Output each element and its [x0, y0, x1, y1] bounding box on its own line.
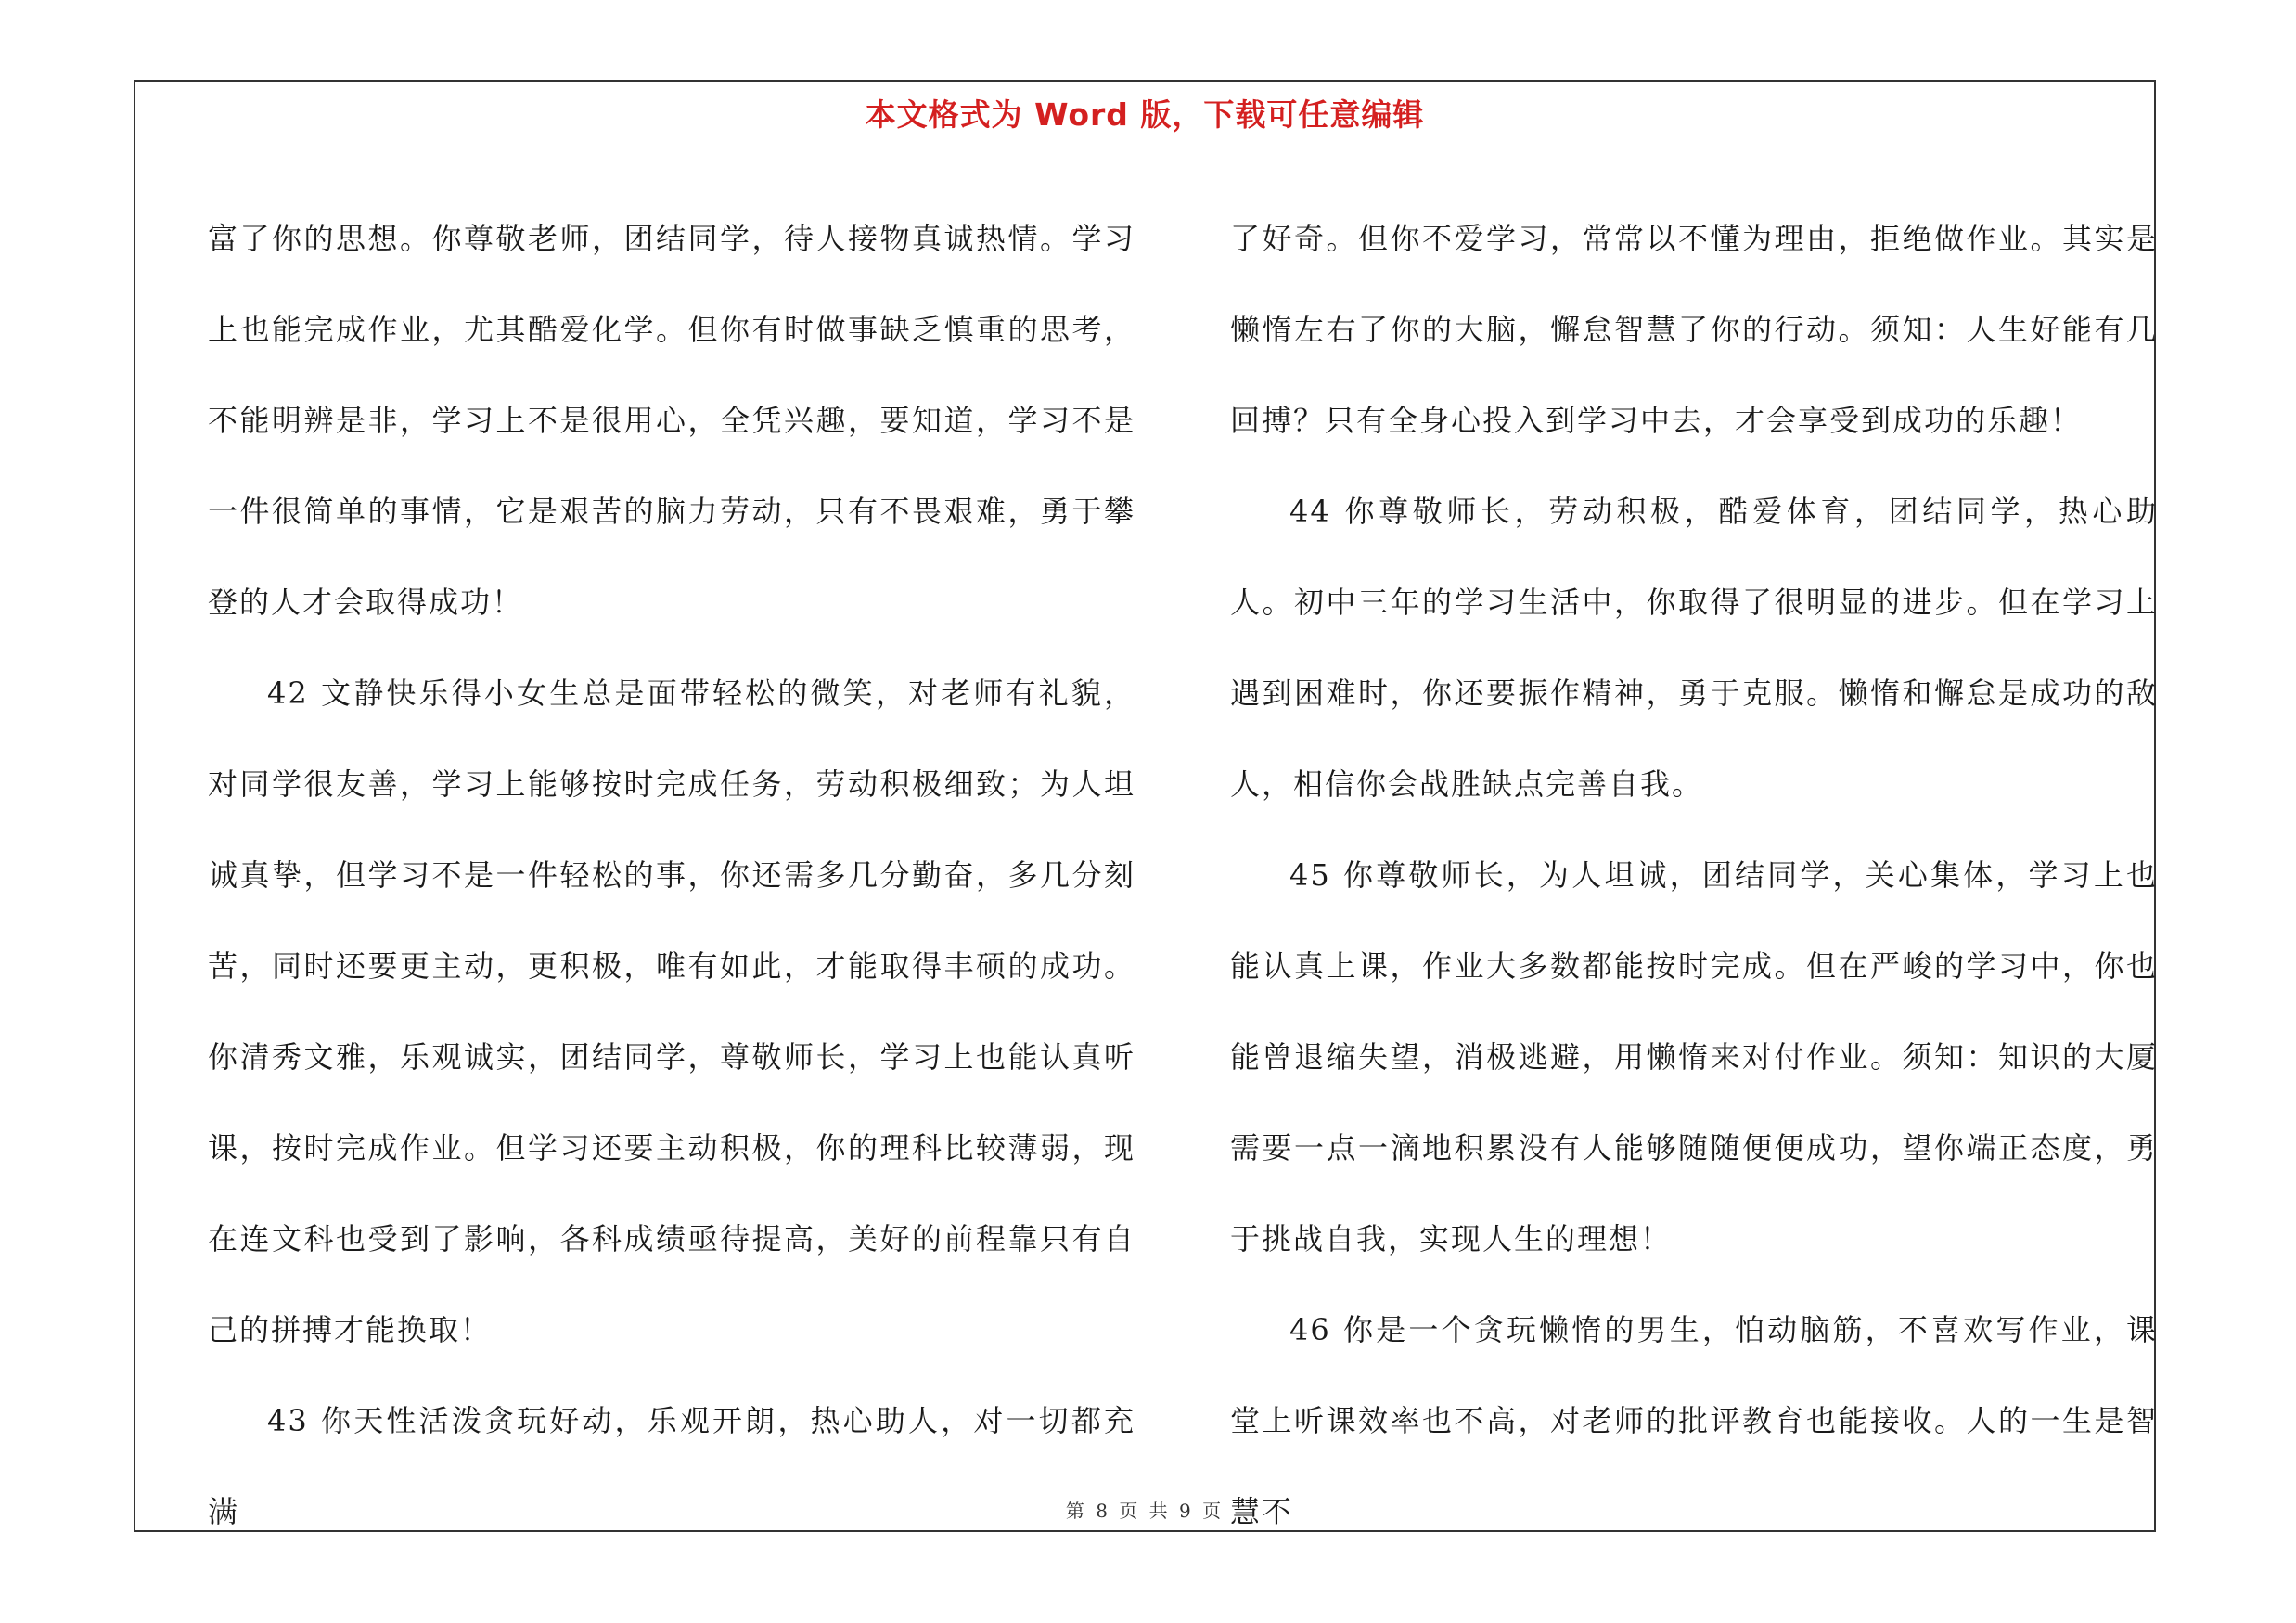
right-column [1230, 193, 2158, 1557]
paragraph: 了好奇。但你不爱学习，常常以不懂为理由，拒绝做作业。其实是懒惰左右了你的大脑，懈怠智慧了你的行动。须知：人生好能有几回搏？只有全身心投入到学习中去，才会享受到成功的乐趣！ [1230, 221, 2158, 438]
paragraph: 42 文静快乐得小女生总是面带轻松的微笑，对老师有礼貌，对同学很友善，学习上能够按时完成任务，劳动积极细致；为人坦诚真挚，但学习不是一件轻松的事，你还需多几分勤奋，多几分刻苦，同时还要更主动，更积极，唯有如此，才能取得丰硕的成功。你清秀文雅，乐观诚实，团结同学，尊敬师长，学习上也能认真听课，按时完成作业。但学习还要主动积极，你的理科比较薄弱，现在连文科也受到了影响，各科成绩亟待提高，美好的前程靠只有自己的拼搏才能换取！ [208, 676, 1135, 1347]
paragraph: 44 你尊敬师长，劳动积极，酷爱体育，团结同学，热心助人。初中三年的学习生活中，你取得了很明显的进步。但在学习上遇到困难时，你还要振作精神，勇于克服。懒惰和懈怠是成功的敌人，相信你会战胜缺点完善自我。 [1230, 494, 2158, 802]
document-header: 本文格式为 Word 版，下载可任意编辑 [865, 97, 1425, 133]
paragraph: 46 你是一个贪玩懒惰的男生，怕动脑筋，不喜欢写作业，课堂上听课效率也不高，对老师的批评教育也能接收。人的一生是智慧不 [1230, 1312, 2158, 1529]
paragraph: 富了你的思想。你尊敬老师，团结同学，待人接物真诚热情。学习上也能完成作业，尤其酷爱化学。但你有时做事缺乏慎重的思考，不能明辨是非，学习上不是很用心，全凭兴趣，要知道，学习不是一件很简单的事情，它是艰苦的脑力劳动，只有不畏艰难，勇于攀登的人才会取得成功！ [208, 221, 1135, 620]
page-frame [134, 80, 2156, 1532]
paragraph: 45 你尊敬师长，为人坦诚，团结同学，关心集体，学习上也能认真上课，作业大多数都能按时完成。但在严峻的学习中，你也能曾退缩失望，消极逃避，用懒惰来对付作业。须知：知识的大厦需要一点一滴地积累没有人能够随随便便成功，望你端正态度，勇于挑战自我，实现人生的理想！ [1230, 857, 2158, 1256]
left-column [208, 193, 1135, 1557]
paragraph: 43 你天性活泼贪玩好动，乐观开朗，热心助人，对一切都充满 [208, 1403, 1135, 1529]
page-number: 第 8 页 共 9 页 [1065, 1500, 1225, 1522]
